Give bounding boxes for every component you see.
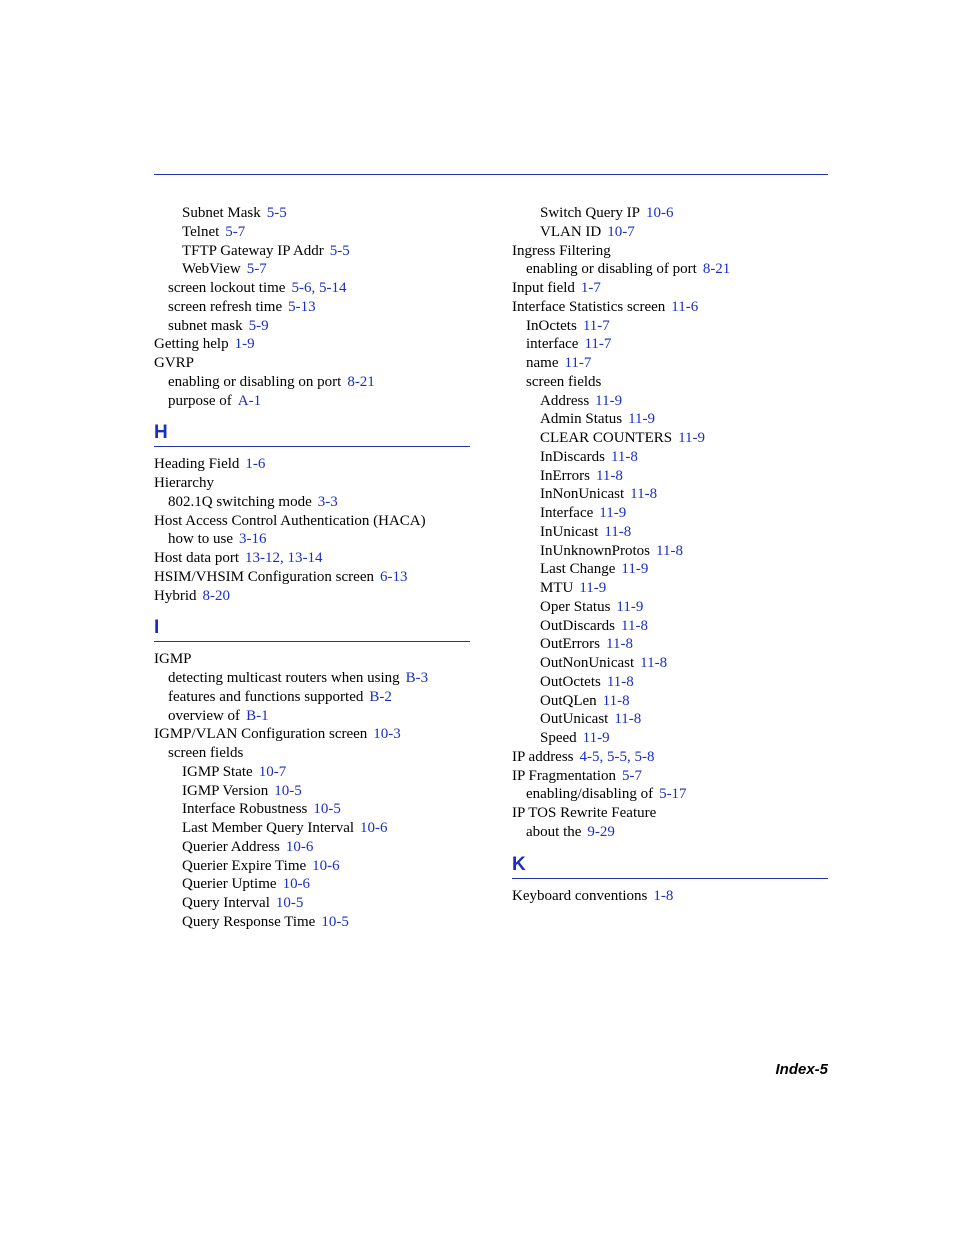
- page-reference-link[interactable]: 11-9: [582, 730, 610, 746]
- page-reference-link[interactable]: 5-14: [318, 280, 347, 296]
- index-entry: [154, 279, 470, 298]
- index-term: Heading Field: [154, 456, 240, 473]
- index-entry: [512, 598, 828, 617]
- page-reference-link[interactable]: 5-9: [248, 317, 269, 334]
- page-reference-link[interactable]: 5-13: [288, 298, 316, 315]
- index-term: OutOctets: [540, 673, 601, 690]
- index-entry: [512, 887, 828, 906]
- index-entry: [512, 429, 828, 448]
- index-entry: [512, 467, 828, 486]
- index-term: IP TOS Rewrite Feature: [512, 805, 657, 821]
- index-term: Subnet Mask: [182, 205, 261, 221]
- page-reference-link[interactable]: 10-6: [282, 876, 311, 893]
- index-term: OutErrors: [540, 636, 600, 653]
- page-reference-link[interactable]: 8-20: [202, 587, 230, 604]
- page-reference-link[interactable]: 10-5: [321, 913, 349, 930]
- page-reference-link[interactable]: 11-9: [579, 580, 607, 596]
- index-term: Telnet: [182, 223, 220, 240]
- top-rule: [154, 174, 828, 175]
- index-entry: [512, 448, 828, 467]
- index-term: enabling or disabling of port: [526, 261, 697, 278]
- index-entry: [154, 223, 470, 242]
- page-reference-link[interactable]: 11-9: [621, 561, 649, 578]
- index-term: features and functions supported: [168, 688, 364, 705]
- index-entry: [512, 617, 828, 636]
- index-term: about the: [526, 823, 582, 840]
- index-entry: [512, 654, 828, 673]
- ref-separator: ,: [311, 280, 319, 296]
- index-entry: [512, 673, 828, 692]
- index-entry: [154, 819, 470, 838]
- index-entry: [154, 894, 470, 913]
- index-entry: [154, 838, 470, 857]
- page-reference-link[interactable]: 10-7: [258, 763, 287, 780]
- index-term: Host data port: [154, 550, 239, 566]
- index-entry: [154, 725, 470, 744]
- page-reference-link[interactable]: 10-6: [285, 838, 314, 855]
- page-reference-link[interactable]: 10-5: [274, 782, 302, 799]
- index-term: HSIM/VHSIM Configuration screen: [154, 568, 374, 585]
- page-reference-link[interactable]: B-2: [369, 688, 392, 705]
- page-reference-link[interactable]: 6-13: [379, 568, 408, 585]
- index-entry: [512, 317, 828, 336]
- index-term: Speed: [540, 730, 577, 746]
- index-entry: [154, 204, 470, 223]
- index-entry: [154, 800, 470, 819]
- section-heading-i: I: [154, 605, 470, 642]
- index-term: IP address: [512, 748, 574, 765]
- index-column-left: [154, 204, 470, 932]
- page-reference-link[interactable]: 11-8: [630, 486, 658, 503]
- page-reference-link[interactable]: 13-12: [244, 550, 280, 566]
- page-reference-link[interactable]: 5-5: [329, 242, 350, 259]
- index-term: InOctets: [526, 317, 577, 334]
- page-reference-link[interactable]: 11-6: [671, 298, 699, 315]
- index-entry: [512, 204, 828, 223]
- index-term: Oper Status: [540, 598, 611, 615]
- page-reference-link[interactable]: 11-8: [610, 448, 638, 465]
- index-term: Querier Expire Time: [182, 857, 307, 874]
- index-term: how to use: [168, 531, 233, 548]
- page-reference-link[interactable]: 9-29: [587, 823, 615, 840]
- page-reference-link[interactable]: 5-5: [266, 205, 287, 221]
- index-entry: [154, 512, 470, 531]
- index-entry: [512, 223, 828, 242]
- index-entry: [154, 549, 470, 568]
- index-entry: [154, 857, 470, 876]
- index-entry: [154, 493, 470, 512]
- index-term: overview of: [168, 707, 241, 724]
- index-entry: [154, 392, 470, 411]
- index-term: InNonUnicast: [540, 486, 625, 503]
- index-entry: [512, 710, 828, 729]
- ref-separator: ,: [279, 550, 288, 566]
- index-term: Query Interval: [182, 895, 270, 911]
- ref-separator: ,: [627, 748, 635, 765]
- index-term: IGMP: [154, 651, 192, 668]
- index-term: IGMP Version: [182, 782, 269, 799]
- page-reference-link[interactable]: 1-7: [580, 280, 601, 296]
- index-term: Admin Status: [540, 411, 623, 428]
- index-entry: [154, 707, 470, 726]
- index-entry: [154, 354, 470, 373]
- page-reference-link[interactable]: 11-7: [564, 355, 592, 371]
- page-reference-link[interactable]: 11-8: [606, 636, 633, 653]
- index-term: enabling/disabling of: [526, 786, 654, 803]
- index-entry: [512, 354, 828, 373]
- index-entry: [512, 298, 828, 317]
- index-term: enabling or disabling on port: [168, 373, 342, 390]
- index-term: purpose of: [168, 392, 232, 409]
- index-entry: [154, 669, 470, 688]
- index-entry: [154, 744, 470, 763]
- index-entry: [512, 804, 828, 823]
- index-entry: [512, 748, 828, 767]
- page-reference-link[interactable]: 10-6: [312, 857, 340, 874]
- page-reference-link[interactable]: 10-6: [646, 205, 674, 221]
- index-entry: [154, 455, 470, 474]
- index-entry: [512, 504, 828, 523]
- index-term: subnet mask: [168, 317, 243, 334]
- index-entry: [512, 785, 828, 804]
- index-entry: [512, 692, 828, 711]
- index-term: screen refresh time: [168, 298, 283, 315]
- index-term: Interface: [540, 505, 594, 521]
- index-term: Ingress Filtering: [512, 242, 611, 259]
- page-reference-link[interactable]: 4-5: [579, 748, 600, 765]
- page-reference-link[interactable]: A-1: [237, 392, 262, 409]
- index-term: Input field: [512, 280, 575, 296]
- index-entry: [154, 335, 470, 354]
- page-reference-link[interactable]: 11-7: [584, 336, 612, 353]
- index-term: InErrors: [540, 467, 590, 484]
- index-term: Keyboard conventions: [512, 887, 648, 904]
- page-reference-link[interactable]: 11-9: [599, 505, 627, 521]
- index-term: Interface Statistics screen: [512, 298, 666, 315]
- page-number: Index-5: [775, 1061, 828, 1078]
- index-entry: [512, 560, 828, 579]
- index-term: Interface Robustness: [182, 801, 308, 818]
- page-reference-link[interactable]: 11-8: [604, 523, 632, 540]
- index-entry: [512, 373, 828, 392]
- index-entry: [512, 279, 828, 298]
- page-reference-link[interactable]: 1-6: [245, 456, 266, 473]
- index-term: IP Fragmentation: [512, 767, 617, 784]
- page-reference-link[interactable]: 10-5: [313, 801, 341, 818]
- page-reference-link[interactable]: 11-8: [656, 542, 683, 559]
- index-term: Query Response Time: [182, 913, 316, 930]
- index-entry: [154, 913, 470, 932]
- page-reference-link[interactable]: 13-14: [287, 550, 323, 566]
- page-reference-link[interactable]: 8-21: [702, 261, 731, 278]
- index-term: detecting multicast routers when using: [168, 670, 400, 686]
- index-entry: [154, 587, 470, 606]
- page-reference-link[interactable]: 10-5: [275, 895, 304, 911]
- index-entry: [154, 474, 470, 493]
- index-entry: [512, 542, 828, 561]
- index-entry: [512, 823, 828, 842]
- page-reference-link[interactable]: B-3: [405, 670, 429, 686]
- index-term: OutQLen: [540, 692, 597, 709]
- page-reference-link[interactable]: 5-7: [622, 767, 643, 784]
- index-term: GVRP: [154, 355, 195, 371]
- page-reference-link[interactable]: 11-7: [582, 317, 610, 334]
- index-term: OutDiscards: [540, 617, 615, 634]
- index-entry: [512, 729, 828, 748]
- page-reference-link[interactable]: 11-8: [595, 467, 623, 484]
- index-term: Querier Uptime: [182, 876, 277, 893]
- page-reference-link[interactable]: 11-8: [621, 617, 648, 634]
- index-term: Switch Query IP: [540, 205, 640, 221]
- index-entry: [512, 335, 828, 354]
- index-term: OutNonUnicast: [540, 655, 635, 671]
- index-entry: [512, 635, 828, 654]
- index-term: InUnknownProtos: [540, 542, 651, 559]
- page-reference-link[interactable]: 11-9: [678, 430, 706, 446]
- index-term: Last Member Query Interval: [182, 820, 355, 836]
- page-reference-link[interactable]: 5-5: [607, 748, 628, 765]
- page-reference-link[interactable]: 5-17: [659, 786, 687, 803]
- index-entry: [154, 568, 470, 587]
- index-entry: [154, 373, 470, 392]
- page-reference-link[interactable]: 10-3: [373, 726, 401, 743]
- page-reference-link[interactable]: 11-9: [616, 598, 644, 615]
- index-term: Address: [540, 392, 590, 409]
- index-entry: [154, 317, 470, 336]
- index-entry: [512, 767, 828, 786]
- index-term: Hierarchy: [154, 475, 214, 491]
- index-term: OutUnicast: [540, 711, 609, 728]
- index-term: TFTP Gateway IP Addr: [182, 242, 324, 259]
- page-reference-link[interactable]: 3-16: [239, 531, 267, 548]
- index-term: screen fields: [168, 745, 244, 761]
- index-term: name: [526, 355, 559, 371]
- index-term: Last Change: [540, 561, 616, 578]
- index-entry: [512, 523, 828, 542]
- index-entry: [154, 298, 470, 317]
- section-heading-k: K: [512, 842, 828, 879]
- page-reference-link[interactable]: 11-9: [595, 392, 623, 409]
- page-reference-link[interactable]: 5-8: [634, 748, 655, 765]
- page-reference-link[interactable]: B-1: [246, 707, 269, 724]
- page-reference-link[interactable]: 8-21: [347, 373, 375, 390]
- index-entry: [154, 688, 470, 707]
- index-term: Hybrid: [154, 587, 197, 604]
- index-column-right: [512, 204, 828, 905]
- index-entry: [154, 782, 470, 801]
- index-term: Getting help: [154, 336, 229, 353]
- page-reference-link[interactable]: 1-8: [653, 887, 674, 904]
- ref-separator: ,: [599, 748, 608, 765]
- index-term: 802.1Q switching mode: [168, 493, 312, 510]
- index-entry: [512, 410, 828, 429]
- index-term: screen lockout time: [168, 280, 286, 296]
- index-term: WebView: [182, 261, 241, 278]
- index-term: IGMP State: [182, 763, 253, 780]
- page-reference-link[interactable]: 5-6: [291, 280, 312, 296]
- page-reference-link[interactable]: 11-8: [640, 655, 668, 671]
- page-reference-link[interactable]: 11-8: [606, 673, 634, 690]
- index-term: InDiscards: [540, 448, 605, 465]
- index-entry: [512, 392, 828, 411]
- index-term: IGMP/VLAN Configuration screen: [154, 726, 368, 743]
- index-term: screen fields: [526, 373, 602, 390]
- index-entry: [154, 763, 470, 782]
- index-entry: [512, 485, 828, 504]
- page-reference-link[interactable]: 1-9: [234, 336, 255, 353]
- page-reference-link[interactable]: 11-8: [614, 711, 642, 728]
- page-reference-link[interactable]: 10-7: [607, 223, 635, 240]
- page-reference-link[interactable]: 11-9: [628, 411, 656, 428]
- page-reference-link[interactable]: 3-3: [317, 493, 338, 510]
- index-entry: [154, 650, 470, 669]
- page-reference-link[interactable]: 5-7: [246, 261, 267, 278]
- section-heading-h: H: [154, 410, 470, 447]
- index-entry: [154, 530, 470, 549]
- page-reference-link[interactable]: 10-6: [360, 820, 388, 836]
- index-term: MTU: [540, 580, 574, 596]
- index-entry: [512, 242, 828, 261]
- index-entry: [512, 579, 828, 598]
- index-term: CLEAR COUNTERS: [540, 430, 673, 446]
- page-reference-link[interactable]: 11-8: [602, 692, 630, 709]
- index-entry: [512, 260, 828, 279]
- index-term: Querier Address: [182, 838, 280, 855]
- index-entry: [154, 260, 470, 279]
- index-term: InUnicast: [540, 523, 599, 540]
- page-reference-link[interactable]: 5-7: [225, 223, 246, 240]
- index-entry: [154, 875, 470, 894]
- index-term: Host Access Control Authentication (HACA): [154, 512, 426, 529]
- index-term: interface: [526, 336, 579, 353]
- index-entry: [154, 242, 470, 261]
- index-term: VLAN ID: [540, 223, 602, 240]
